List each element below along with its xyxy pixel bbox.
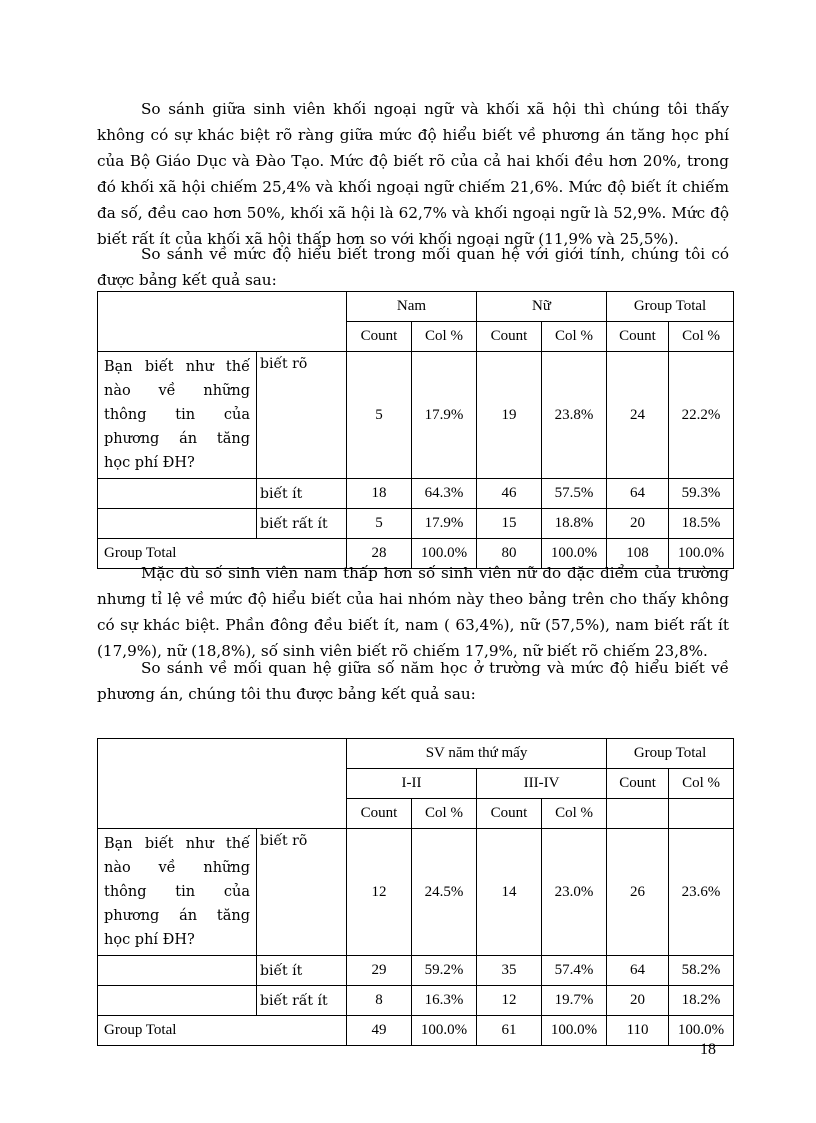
table-cell: 12 xyxy=(477,986,542,1016)
level-label: biết ít xyxy=(257,956,347,986)
empty-cell xyxy=(98,986,257,1016)
table-cell: 100.0% xyxy=(412,539,477,569)
level-label: biết rõ xyxy=(257,352,347,479)
question-cell: Bạn biết như thế nào về những thông tin của phương án tăng học phí ĐH? xyxy=(98,829,257,956)
table-cell: 58.2% xyxy=(669,956,734,986)
subheader: Count xyxy=(347,322,412,352)
table-cell: 24.5% xyxy=(412,829,477,956)
table-cell: 100.0% xyxy=(542,539,607,569)
table-cell: 17.9% xyxy=(412,352,477,479)
empty-cell xyxy=(98,479,257,509)
paragraph-gender-intro: So sánh về mức độ hiểu biết trong mối quan hệ với giới tính, chúng tôi có được bảng kết quả sau: xyxy=(97,245,729,289)
paragraph-year-intro: So sánh về mối quan hệ giữa số năm học ở trường và mức độ hiểu biết về phương án, chúng tôi thu được bảng kết quả sau: xyxy=(97,659,729,703)
total-label: Group Total xyxy=(98,1016,347,1046)
table-cell: 57.4% xyxy=(542,956,607,986)
table-cell: 23.8% xyxy=(542,352,607,479)
empty-cell xyxy=(607,799,669,829)
table-cell: 59.2% xyxy=(412,956,477,986)
table-cell: 18.5% xyxy=(669,509,734,539)
table-cell: 64 xyxy=(607,479,669,509)
level-label: biết rất ít xyxy=(257,509,347,539)
table-cell: 15 xyxy=(477,509,542,539)
level-label: biết rõ xyxy=(257,829,347,956)
subheader: Col % xyxy=(669,322,734,352)
table-cell: 12 xyxy=(347,829,412,956)
table-cell: 19.7% xyxy=(542,986,607,1016)
table-cell: 59.3% xyxy=(669,479,734,509)
table-row xyxy=(98,829,734,956)
table-cell: 20 xyxy=(607,509,669,539)
table-cell: 26 xyxy=(607,829,669,956)
level-label: biết ít xyxy=(257,479,347,509)
table-cell: 22.2% xyxy=(669,352,734,479)
table-cell: 14 xyxy=(477,829,542,956)
year-table xyxy=(97,738,734,1046)
group-header: SV năm thứ mấy xyxy=(347,739,607,769)
gender-table xyxy=(97,291,734,569)
table-cell: 18.8% xyxy=(542,509,607,539)
subheader: Col % xyxy=(412,322,477,352)
corner-cell xyxy=(98,739,347,829)
group-header: Group Total xyxy=(607,292,734,322)
table-cell: 100.0% xyxy=(412,1016,477,1046)
table-cell: 5 xyxy=(347,509,412,539)
group-header: Group Total xyxy=(607,739,734,769)
table-cell: 28 xyxy=(347,539,412,569)
table-cell: 29 xyxy=(347,956,412,986)
group-header: Nam xyxy=(347,292,477,322)
subheader: Col % xyxy=(669,769,734,799)
table-row xyxy=(98,352,734,479)
table-cell: 100.0% xyxy=(669,1016,734,1046)
total-label: Group Total xyxy=(98,539,347,569)
table-cell: 110 xyxy=(607,1016,669,1046)
subheader: Count xyxy=(607,322,669,352)
table-cell: 16.3% xyxy=(412,986,477,1016)
paragraph-gender-analysis: Mặc dù số sinh viên nam thấp hơn số sinh viên nữ do đặc điểm của trường nhưng tỉ lệ về mức độ hiểu biết của hai nhóm này theo bảng trên cho thấy không có sự khác biệt. Phần đông đều biết ít, nam ( 63,4%), nữ (57,5%), nam biết rất ít (17,9%), nữ (18,8%), số sinh viên biết rõ chiếm 17,9%, nữ biết rõ chiếm 23,8%. xyxy=(97,564,729,660)
corner-cell xyxy=(98,292,347,352)
table-cell: 19 xyxy=(477,352,542,479)
table-row xyxy=(98,509,734,539)
table-row xyxy=(98,956,734,986)
table-cell: 57.5% xyxy=(542,479,607,509)
table-cell: 5 xyxy=(347,352,412,479)
table-cell: 108 xyxy=(607,539,669,569)
subheader: Count xyxy=(477,322,542,352)
table-cell: 100.0% xyxy=(669,539,734,569)
empty-cell xyxy=(98,509,257,539)
table-cell: 61 xyxy=(477,1016,542,1046)
table-cell: 17.9% xyxy=(412,509,477,539)
subheader: Count xyxy=(607,769,669,799)
table-cell: 18 xyxy=(347,479,412,509)
table-cell: 8 xyxy=(347,986,412,1016)
table-cell: 20 xyxy=(607,986,669,1016)
table-cell: 64 xyxy=(607,956,669,986)
table-cell: 64.3% xyxy=(412,479,477,509)
table-row xyxy=(98,479,734,509)
table-cell: 24 xyxy=(607,352,669,479)
table-cell: 100.0% xyxy=(542,1016,607,1046)
question-cell: Bạn biết như thế nào về những thông tin của phương án tăng học phí ĐH? xyxy=(98,352,257,479)
table-cell: 49 xyxy=(347,1016,412,1046)
table-cell: 23.0% xyxy=(542,829,607,956)
table-cell: 23.6% xyxy=(669,829,734,956)
paragraph-faculty-comparison: So sánh giữa sinh viên khối ngoại ngữ và khối xã hội thì chúng tôi thấy không có sự khác biệt rõ ràng giữa mức độ hiểu biết về phương án tăng học phí của Bộ Giáo Dục và Đào Tạo. Mức độ biết rõ của cả hai khối đều hơn 20%, trong đó khối xã hội chiếm 25,4% và khối ngoại ngữ chiếm 21,6%. Mức độ biết ít chiếm đa số, đều cao hơn 50%, khối xã hội là 62,7% và khối ngoại ngữ là 52,9%. Mức độ biết rất ít của khối xã hội thấp hơn so với khối ngoại ngữ (11,9% và 25,5%). xyxy=(97,100,729,248)
page-number: 18 xyxy=(700,1041,716,1058)
table-row xyxy=(98,986,734,1016)
subheader: Col % xyxy=(542,799,607,829)
subheader: Col % xyxy=(412,799,477,829)
subheader: Col % xyxy=(542,322,607,352)
subgroup-header: III-IV xyxy=(477,769,607,799)
level-label: biết rất ít xyxy=(257,986,347,1016)
empty-cell xyxy=(98,956,257,986)
subheader: Count xyxy=(347,799,412,829)
table-cell: 80 xyxy=(477,539,542,569)
group-header: Nữ xyxy=(477,292,607,322)
table-cell: 46 xyxy=(477,479,542,509)
subheader: Count xyxy=(477,799,542,829)
subgroup-header: I-II xyxy=(347,769,477,799)
table-cell: 18.2% xyxy=(669,986,734,1016)
empty-cell xyxy=(669,799,734,829)
total-row xyxy=(98,1016,734,1046)
table-cell: 35 xyxy=(477,956,542,986)
